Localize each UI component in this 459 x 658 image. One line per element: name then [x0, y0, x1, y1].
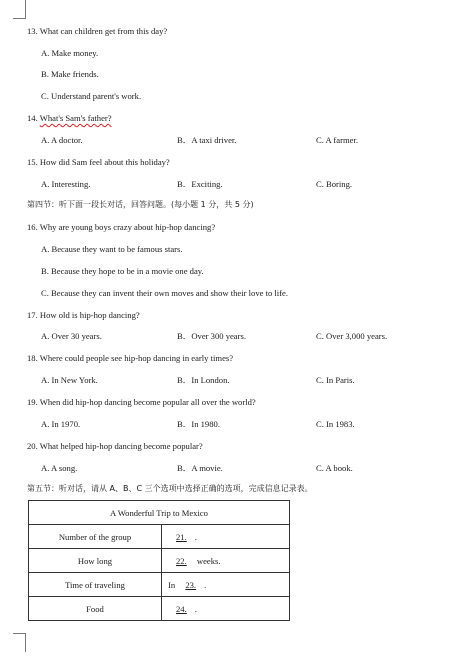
question-16: 16. Why are young boys crazy about hip-hop dancing? [27, 222, 216, 232]
row-label: Number of the group [29, 525, 162, 549]
question-14: 14. What's Sam's father? [27, 113, 112, 123]
section-5-heading: 第五节：听对话，请从 A、B、C 三个选项中选择正确的选项，完成信息记录表。 [27, 484, 313, 493]
row-answer-cell: 22. weeks. [162, 549, 290, 573]
q16-option-a: A. Because they want to be famous stars. [41, 244, 183, 254]
section-4-heading: 第四节：听下面一段长对话，回答问题。(每小题 1 分，共 5 分) [27, 200, 254, 209]
table-row [29, 525, 290, 549]
q20-option-a: A. A song. [41, 463, 78, 473]
q13-option-a: A. Make money. [41, 48, 99, 58]
q14-option-a: A. A doctor. [41, 135, 83, 145]
question-13: 13. What can children get from this day? [27, 26, 168, 36]
q17-option-c: C. Over 3,000 years. [316, 331, 388, 341]
q17-option-a: A. Over 30 years. [41, 331, 102, 341]
blank-24[interactable]: 24. [176, 603, 187, 614]
table-title: A Wonderful Trip to Mexico [29, 501, 290, 525]
q13-option-c: C. Understand parent's work. [41, 91, 142, 101]
margin-corner-bottom [13, 633, 26, 652]
table-row [29, 549, 290, 573]
question-18: 18. Where could people see hip-hop dancing in early times? [27, 353, 234, 363]
q17-option-b: B．Over 300 years. [177, 331, 246, 341]
table-row [29, 597, 290, 621]
row-label: Food [29, 597, 162, 621]
q19-option-c: C. In 1983. [316, 419, 355, 429]
q18-option-c: C. In Paris. [316, 375, 355, 385]
question-19: 19. When did hip-hop dancing become popular all over the world? [27, 397, 256, 407]
q13-option-b: B. Make friends. [41, 69, 99, 79]
info-record-table [28, 500, 290, 621]
question-17: 17. How old is hip-hop dancing? [27, 310, 140, 320]
q14-option-b: B．A taxi driver. [177, 135, 237, 145]
row-answer-cell: 21. . [162, 525, 290, 549]
question-20: 20. What helped hip-hop dancing become popular? [27, 441, 203, 451]
row-answer-cell: 24. . [162, 597, 290, 621]
q20-option-b: B．A movie. [177, 463, 223, 473]
blank-23[interactable]: 23. [185, 579, 197, 590]
q18-option-a: A. In New York. [41, 375, 98, 385]
blank-22[interactable]: 22. [176, 555, 187, 566]
margin-corner-top [13, 0, 26, 19]
q14-option-c: C. A farmer. [316, 135, 359, 145]
table-row [29, 573, 290, 597]
q20-option-c: C. A book. [316, 463, 353, 473]
table-title-row [29, 501, 290, 525]
q18-option-b: B．In London. [177, 375, 230, 385]
row-label: How long [29, 549, 162, 573]
q19-option-a: A. In 1970. [41, 419, 81, 429]
row-answer-cell: In 23. . [162, 573, 290, 597]
q15-option-c: C. Boring. [316, 179, 353, 189]
q15-option-a: A. Interesting. [41, 179, 91, 189]
blank-21[interactable]: 21. [176, 531, 187, 542]
q16-option-c: C. Because they can invent their own moves and show their love to life. [41, 288, 289, 298]
q15-option-b: B．Exciting. [177, 179, 223, 189]
row-label: Time of traveling [29, 573, 162, 597]
question-15: 15. How did Sam feel about this holiday? [27, 157, 170, 167]
q19-option-b: B．In 1980. [177, 419, 220, 429]
q16-option-b: B. Because they hope to be in a movie one day. [41, 266, 204, 276]
